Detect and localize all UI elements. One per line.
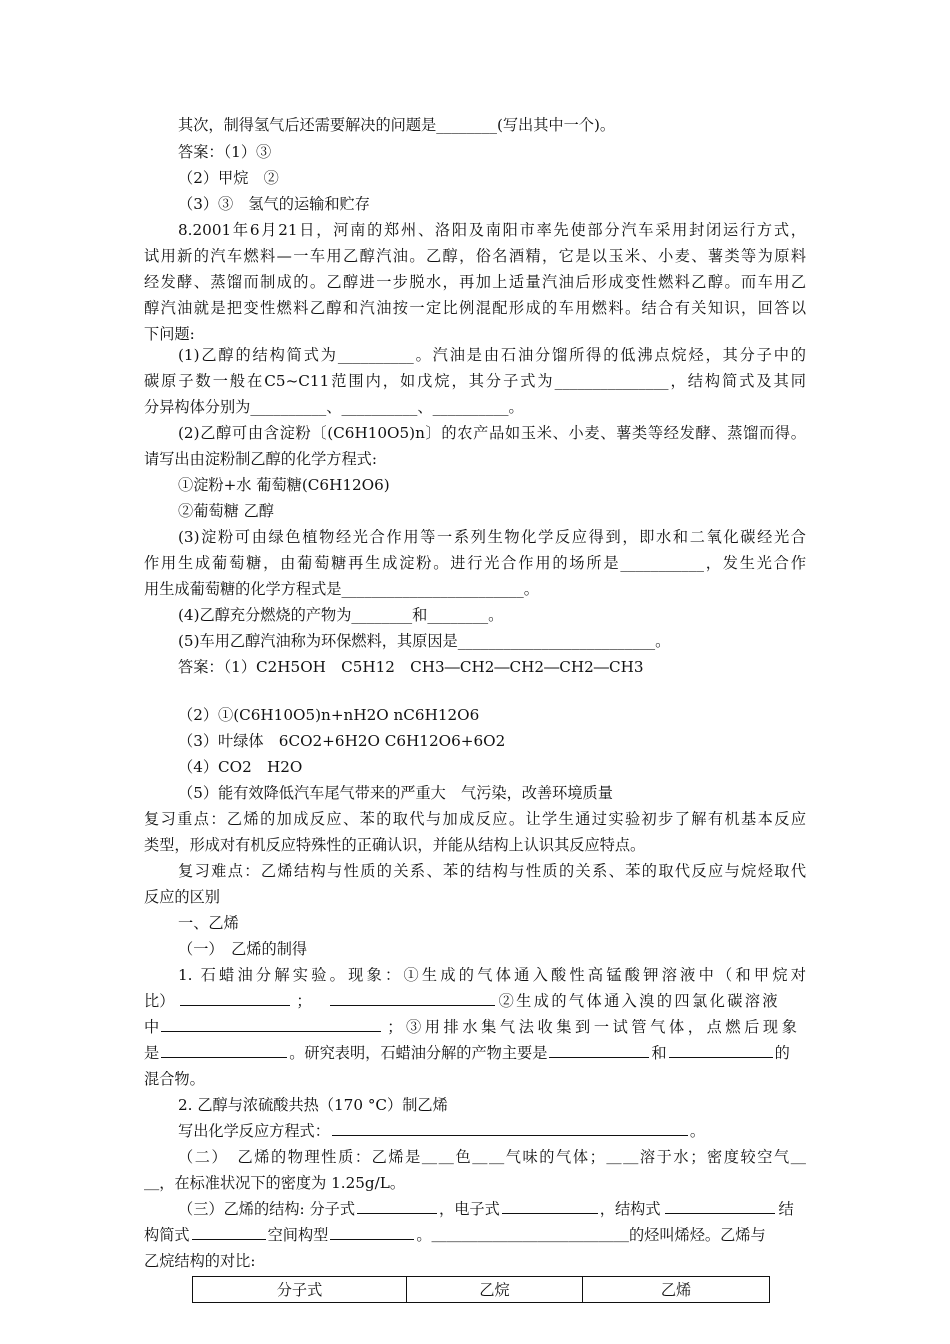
- text-span: ；: [296, 992, 312, 1010]
- blank: [330, 1225, 414, 1240]
- text-span: 。＿＿＿＿＿＿＿＿＿＿＿＿＿的烃叫烯烃。乙烯与: [416, 1226, 766, 1244]
- blank: [161, 1043, 287, 1058]
- subsection-heading: （一） 乙烯的制得: [178, 940, 308, 958]
- sub-question-1: 分异构体分别为__________、__________、__________。: [144, 398, 524, 416]
- experiment-line: [144, 990, 780, 1012]
- text-span: 构简式: [144, 1226, 190, 1244]
- text-span: ；③用排水集气法收集到一试管气体，点燃后现象: [387, 1018, 801, 1036]
- comparison-table: [192, 1276, 770, 1303]
- text-span: 结: [778, 1200, 794, 1218]
- answer-line: （3）叶绿体 6CO2+6H2O C6H12O6+6O2: [178, 732, 506, 750]
- text-span: ②生成的气体通入溴的四氯化碳溶液: [498, 992, 780, 1010]
- experiment-line: 2. 乙醇与浓硫酸共热（170 °C）制乙烯: [178, 1096, 448, 1114]
- text-span: 和: [651, 1044, 667, 1062]
- review-difficulty: 复习难点：乙烯结构与性质的关系、苯的结构与性质的关系、苯的取代反应与烷烃取代: [178, 862, 806, 880]
- blank: [330, 991, 495, 1006]
- sub-question-3: (3)淀粉可由绿色植物经光合作用等一系列生物化学反应得到，即水和二氧化碳经光合: [178, 528, 806, 546]
- question-8-line: 8.2001年6月21日，河南的郑州、洛阳及南阳市率先使部分汽车采用封闭运行方式，: [178, 221, 806, 239]
- equation-line: ①淀粉+水 葡萄糖(C6H12O6): [178, 476, 390, 494]
- sub-question-1: (1)乙醇的结构简式为__________。汽油是由石油分馏所得的低沸点烷烃，其分子中的: [178, 346, 806, 364]
- review-focus: 复习重点：乙烯的加成反应、苯的取代与加成反应。让学生通过实验初步了解有机基本反应: [144, 810, 806, 828]
- text-span: 比）: [144, 992, 175, 1010]
- experiment-line: 混合物。: [144, 1070, 205, 1088]
- blank: [161, 1017, 381, 1032]
- answer-line: （3）③ 氢气的运输和贮存: [178, 195, 370, 213]
- blank: [357, 1199, 437, 1214]
- review-focus: 类型，形成对有机反应特殊性的正确认识，并能从结构上认识其反应特点。: [144, 836, 646, 854]
- physical-properties: （二） 乙烯的物理性质：乙烯是＿＿色＿＿气味的气体；＿＿溶于水；密度较空气＿: [178, 1148, 806, 1166]
- sub-question-3: 用生成葡萄糖的化学方程式是________________________。: [144, 580, 539, 598]
- experiment-line: [144, 1016, 801, 1038]
- text-span: ，结构式: [599, 1200, 661, 1218]
- text-span: 。研究表明，石蜡油分解的产物主要是: [289, 1044, 548, 1062]
- equation-prompt: [178, 1120, 705, 1142]
- answer-line: 答案：（1）C2H5OH C5H12 CH3―CH2―CH2―CH2―CH3: [178, 658, 644, 676]
- blank: [549, 1043, 649, 1058]
- answer-line: 答案：（1）③: [178, 143, 272, 161]
- text-span: ，电子式: [439, 1200, 500, 1218]
- table-header-row: [193, 1277, 770, 1303]
- section-heading: 一、乙烯: [178, 914, 239, 932]
- sub-question-2: (2)乙醇可由含淀粉〔(C6H10O5)n〕的农产品如玉米、小麦、薯类等经发酵、蒸馏而得。: [178, 424, 806, 442]
- structure-line: 乙烷结构的对比:: [144, 1252, 256, 1270]
- blank: [502, 1199, 598, 1214]
- experiment-line: [144, 1042, 790, 1064]
- question-8-line: 醇汽油就是把变性燃料乙醇和汽油按一定比例混配形成的车用燃料。结合有关知识，回答以: [144, 299, 806, 317]
- blank: [665, 1199, 775, 1214]
- question-8-line: 试用新的汽车燃料—一车用乙醇汽油。乙醇，俗名酒精，它是以玉米、小麦、薯类等为原料: [144, 247, 806, 265]
- experiment-line: 1. 石蜡油分解实验。现象：①生成的气体通入酸性高锰酸钾溶液中（和甲烷对: [178, 966, 806, 984]
- answer-line: （2）甲烷 ②: [178, 169, 279, 187]
- sub-question-5: (5)车用乙醇汽油称为环保燃料，其原因是__________________________。: [178, 632, 671, 650]
- text-span: 中: [144, 1018, 160, 1036]
- text-span: 的: [774, 1044, 790, 1062]
- physical-properties: ＿，在标准状况下的密度为 1.25g/L。: [144, 1174, 406, 1192]
- blank: [332, 1121, 688, 1136]
- sub-question-3: 作用生成葡萄糖，由葡萄糖再生成淀粉。进行光合作用的场所是___________，发生光合作: [144, 554, 806, 572]
- question-8-line: 下问题:: [144, 325, 195, 343]
- sub-question-1: 碳原子数一般在C5~C11范围内，如戊烷，其分子式为_______________，结构简式及其同: [144, 372, 806, 390]
- text-span: 写出化学反应方程式：: [178, 1122, 330, 1140]
- structure-line: [178, 1198, 794, 1220]
- blank: [180, 991, 290, 1006]
- table-header-cell: 乙烷: [407, 1277, 583, 1303]
- question-8-line: 经发酵、蒸馏而制成的。乙醇进一步脱水，再加上适量汽油后形成变性燃料乙醇。而车用乙: [144, 273, 806, 291]
- text-span: 空间构型: [267, 1226, 329, 1244]
- structure-line: [144, 1224, 766, 1246]
- text-line: 其次，制得氢气后还需要解决的问题是________(写出其中一个)。: [178, 116, 616, 134]
- text-span: 是: [144, 1044, 160, 1062]
- table-header-cell: 乙烯: [583, 1277, 770, 1303]
- answer-line: （2）①(C6H10O5)n+nH2O nC6H12O6: [178, 706, 480, 724]
- answer-line: （5）能有效降低汽车尾气带来的严重大 气污染，改善环境质量: [178, 784, 613, 802]
- sub-question-4: (4)乙醇充分燃烧的产物为________和________。: [178, 606, 504, 624]
- text-span: 。: [689, 1122, 706, 1140]
- answer-line: （4）CO2 H2O: [178, 758, 303, 776]
- sub-question-2: 请写出由淀粉制乙醇的化学方程式:: [144, 450, 377, 468]
- equation-line: ②葡萄糖 乙醇: [178, 502, 274, 520]
- review-difficulty: 反应的区别: [144, 888, 220, 906]
- blank: [669, 1043, 773, 1058]
- text-span: （三）乙烯的结构: 分子式: [178, 1200, 356, 1218]
- table-header-cell: 分子式: [193, 1277, 407, 1303]
- blank: [192, 1225, 266, 1240]
